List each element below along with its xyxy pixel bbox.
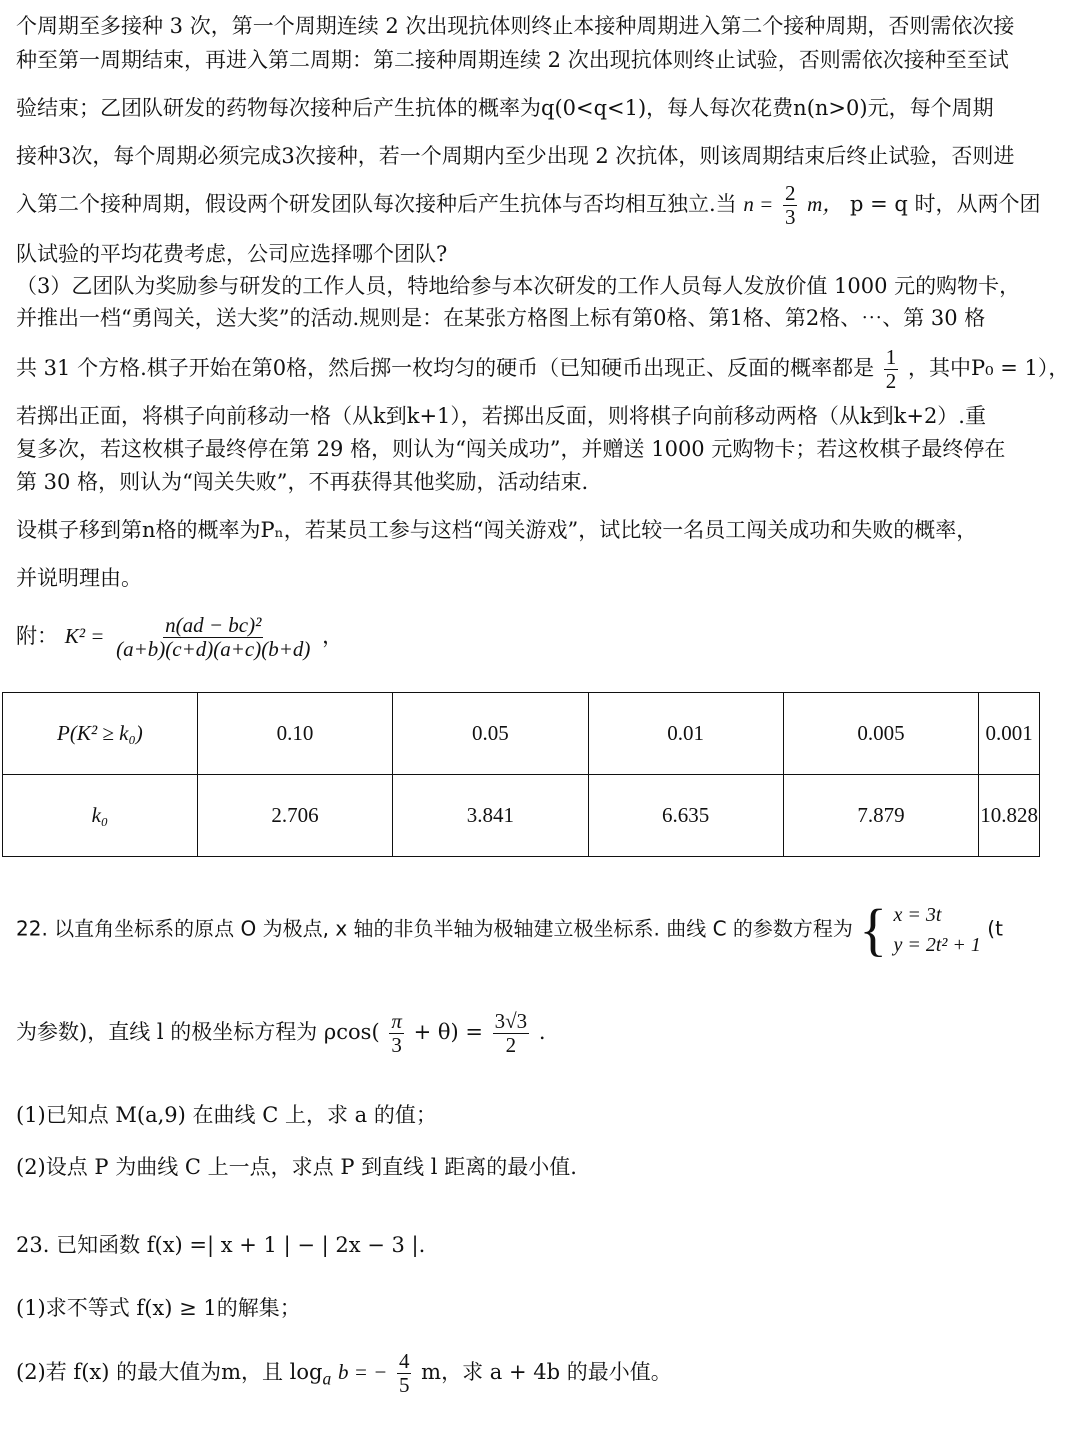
system-eq-2: y = 2t² + 1 xyxy=(893,934,981,956)
line-13: 设棋子移到第n格的概率为Pₙ，若某员工参与这档“闯关游戏”，试比较一名员工闯关成功和失败的概率， xyxy=(16,518,978,542)
line-9-text: 共 31 个方格.棋子开始在第0格，然后掷一枚均匀的硬币（已知硬币出现正、反面的概率都是 xyxy=(16,356,875,381)
formula-suffix: ， xyxy=(322,624,344,649)
table-cell: 10.828 xyxy=(979,775,1040,857)
line-2: 种至第一周期结束，再进入第二周期：第二接种周期连续 2 次出现抗体则终止试验，否则需依次接种至至试 xyxy=(16,48,1009,72)
line-6: 队试验的平均花费考虑，公司应选择哪个团队? xyxy=(16,242,448,266)
q22-l2-mid: + θ) = xyxy=(413,1020,483,1045)
fraction-1-2 xyxy=(884,346,899,393)
q22-sub-1: (1)已知点 M(a,9) 在曲线 C 上，求 a 的值； xyxy=(16,1103,437,1127)
line-9-end: ，其中P₀ = 1）， xyxy=(907,356,1070,381)
table-cell: 2.706 xyxy=(197,775,392,857)
formula-denominator: (a+b)(c+d)(a+c)(b+d) xyxy=(116,637,311,662)
q23-s2-mid: b = − xyxy=(337,1360,388,1385)
line-9 xyxy=(16,346,1069,393)
line-5-end: p = q 时，从两个团 xyxy=(850,192,1041,217)
table-cell: 3.841 xyxy=(393,775,588,857)
fraction-den: 2 xyxy=(885,369,897,394)
fraction-num: 2 xyxy=(784,181,796,205)
fraction-num: 4 xyxy=(398,1349,410,1373)
q22-text: 22. 以直角坐标系的原点 O 为极点, x 轴的非负半轴为极轴建立极坐标系. 曲线 C 的参数方程为 xyxy=(16,916,853,941)
line-3: 验结束；乙团队研发的药物每次接种后产生抗体的概率为q(0<q<1)，每人每次花费n(n>0)元，每个周期 xyxy=(16,96,994,120)
fraction-num: π xyxy=(391,1009,402,1033)
q22-line-1 xyxy=(16,897,1003,962)
line-14: 并说明理由。 xyxy=(16,566,142,590)
line-4: 接种3次，每个周期必须完成3次接种，若一个周期内至少出现 2 次抗体，则该周期结束后终止试验，否则进 xyxy=(16,144,1015,168)
q22-tail: (t xyxy=(987,916,1003,941)
fraction-den: 5 xyxy=(398,1373,410,1398)
fraction-num: 1 xyxy=(885,345,897,369)
line-5-n: n = xyxy=(743,192,774,217)
line-7: （3）乙团队为奖励参与研发的工作人员，特地给参与本次研发的工作人员每人发放价值 1000 元的购物卡， xyxy=(16,274,1021,298)
q23-s2-end: m，求 a + 4b 的最小值。 xyxy=(421,1360,672,1385)
fraction-den: 2 xyxy=(505,1033,517,1058)
critical-value-table xyxy=(2,692,1040,857)
fraction-pi-3 xyxy=(389,1010,404,1057)
parametric-system xyxy=(894,900,981,960)
fraction-den: 3 xyxy=(391,1033,402,1058)
fraction-4-5 xyxy=(397,1350,412,1397)
table-cell: 6.635 xyxy=(588,775,783,857)
table-cell: 7.879 xyxy=(783,775,978,857)
table-cell: 0.005 xyxy=(783,693,978,775)
table-cell: 0.05 xyxy=(393,693,588,775)
formula-numerator: n(ad − bc)² xyxy=(165,613,262,637)
formula-fraction xyxy=(114,614,312,661)
fraction-num: 3√3 xyxy=(494,1009,528,1033)
table-cell: 0.10 xyxy=(197,693,392,775)
q23-line-1: 23. 已知函数 f(x) =| x + 1 | − | 2x − 3 |. xyxy=(16,1233,426,1257)
q23-sub-1: (1)求不等式 f(x) ≥ 1的解集； xyxy=(16,1296,301,1320)
q22-sub-2: (2)设点 P 为曲线 C 上一点，求点 P 到直线 l 距离的最小值. xyxy=(16,1155,577,1179)
left-brace: { xyxy=(859,897,888,962)
system-eq-1: x = 3t xyxy=(893,904,942,926)
formula-lhs: K² = xyxy=(64,624,105,649)
line-12: 第 30 格，则认为“闯关失败”，不再获得其他奖励，活动结束. xyxy=(16,470,589,494)
table-cell: 0.01 xyxy=(588,693,783,775)
k-squared-formula xyxy=(16,614,343,661)
line-5 xyxy=(16,182,1041,229)
formula-prefix: 附： xyxy=(16,624,58,649)
line-10: 若掷出正面，将棋子向前移动一格（从k到k+1），若掷出反面，则将棋子向前移动两格（从k到k+2）.重 xyxy=(16,404,986,428)
fraction-den: 3 xyxy=(784,205,796,230)
q23-s2-text: (2)若 f(x) 的最大值为m，且 log xyxy=(16,1360,323,1385)
q22-line-2 xyxy=(16,1010,546,1057)
log-base: a xyxy=(322,1368,332,1389)
table-cell: 0.001 xyxy=(979,693,1040,775)
line-5-text: 入第二个接种周期，假设两个研发团队每次接种后产生抗体与否均相互独立.当 xyxy=(16,192,737,217)
fraction-3sqrt3-2 xyxy=(493,1010,530,1057)
fraction-2-3 xyxy=(783,182,798,229)
table-cell: P(K² ≥ k₀) xyxy=(3,693,198,775)
line-5-m: m， xyxy=(807,192,844,217)
line-8: 并推出一档“勇闯关，送大奖”的活动.规则是：在某张方格图上标有第0格、第1格、第2格、⋯、第 30 格 xyxy=(16,306,986,330)
line-11: 复多次，若这枚棋子最终停在第 29 格，则认为“闯关成功”，并赠送 1000 元购物卡；若这枚棋子最终停在 xyxy=(16,437,1006,461)
q23-sub-2 xyxy=(16,1350,672,1397)
table-cell: k₀ xyxy=(3,775,198,857)
table-row xyxy=(3,775,1040,857)
line-1: 个周期至多接种 3 次，第一个周期连续 2 次出现抗体则终止本接种周期进入第二个接种周期，否则需依次接 xyxy=(16,14,1015,38)
q22-l2-text: 为参数)，直线 l 的极坐标方程为 ρcos( xyxy=(16,1020,380,1045)
q22-l2-end: . xyxy=(538,1020,546,1045)
table-row xyxy=(3,693,1040,775)
